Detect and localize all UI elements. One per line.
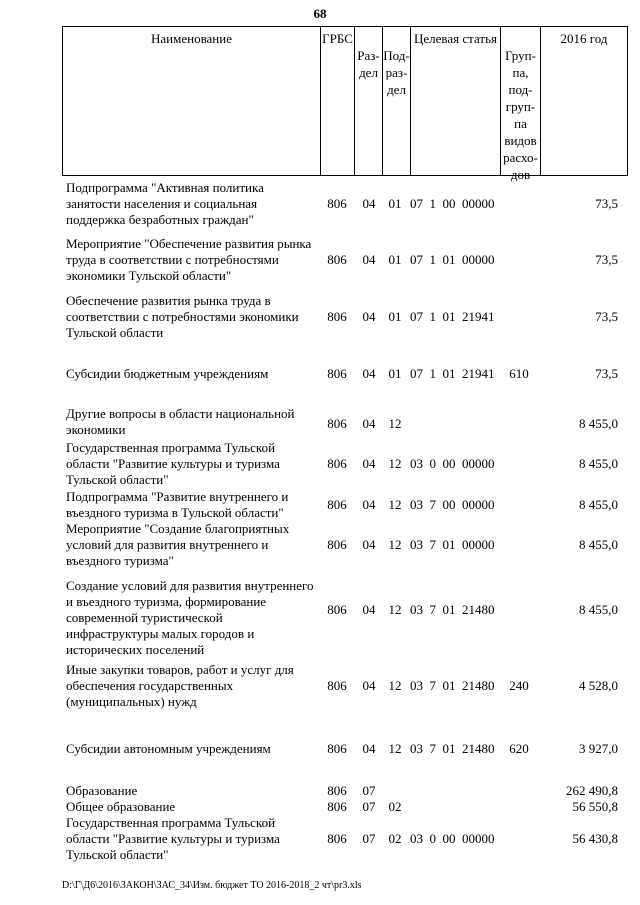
row-podrazdel: 01 [388, 309, 402, 324]
row-name: Образование [66, 783, 138, 798]
header-name: Наименование [63, 27, 321, 175]
row-razdel: 07 [362, 783, 376, 798]
row-razdel: 04 [362, 602, 376, 617]
row-grbs: 806 [327, 309, 347, 324]
row-grbs: 806 [327, 456, 347, 471]
row-podrazdel: 01 [388, 252, 402, 267]
row-name: Субсидии автономным учреждениям [66, 741, 271, 756]
row-razdel: 04 [362, 309, 376, 324]
row-sum: 262 490,8 [566, 783, 618, 798]
row-name: Создание условий для развития внутреннего и въездного туризма, формирование современной туристической инфраструктуры малых городов и исторических поселений [66, 578, 314, 657]
row-razdel: 04 [362, 741, 376, 756]
row-cel-statya: 03 7 01 00000 [410, 537, 495, 552]
row-razdel: 04 [362, 416, 376, 431]
row-sum: 4 528,0 [579, 678, 618, 693]
row-podrazdel: 02 [388, 831, 402, 846]
header-razdel: Раз- дел [355, 27, 383, 175]
row-grbs: 806 [327, 366, 347, 381]
row-sum: 8 455,0 [579, 416, 618, 431]
row-grbs: 806 [327, 537, 347, 552]
page-number: 68 [313, 6, 327, 21]
row-cel-statya: 03 0 00 00000 [410, 456, 495, 471]
row-cel-statya: 07 1 01 21941 [410, 366, 495, 381]
row-cel-statya: 03 0 00 00000 [410, 831, 495, 846]
row-cel-statya: 03 7 01 21480 [410, 741, 495, 756]
row-sum: 8 455,0 [579, 537, 618, 552]
row-razdel: 04 [362, 366, 376, 381]
row-podrazdel: 12 [388, 741, 402, 756]
table-header [62, 26, 628, 182]
row-sum: 8 455,0 [579, 497, 618, 512]
row-sum: 56 550,8 [572, 799, 618, 814]
header-grbs: ГРБС [321, 27, 355, 175]
header-cel-statya: Целевая статья [411, 27, 501, 175]
row-grbs: 806 [327, 196, 347, 211]
row-name: Обеспечение развития рынка труда в соответствии с потребностями экономики Тульской области [66, 293, 299, 340]
row-razdel: 04 [362, 537, 376, 552]
row-gruppa: 240 [509, 678, 529, 693]
row-cel-statya: 07 1 00 00000 [410, 196, 495, 211]
row-grbs: 806 [327, 783, 347, 798]
row-podrazdel: 12 [388, 678, 402, 693]
row-podrazdel: 12 [388, 537, 402, 552]
row-sum: 8 455,0 [579, 456, 618, 471]
row-podrazdel: 01 [388, 196, 402, 211]
row-sum: 3 927,0 [579, 741, 618, 756]
row-sum: 8 455,0 [579, 602, 618, 617]
row-cel-statya: 03 7 01 21480 [410, 678, 495, 693]
row-cel-statya: 07 1 01 21941 [410, 309, 495, 324]
row-name: Иные закупки товаров, работ и услуг для обеспечения государственных (муниципальных) нужд [66, 662, 294, 709]
row-grbs: 806 [327, 602, 347, 617]
row-name: Государственная программа Тульской области "Развитие культуры и туризма Тульской области" [66, 440, 280, 487]
row-gruppa: 610 [509, 366, 529, 381]
row-name: Подпрограмма "Активная политика занятости населения и социальная поддержка безработных граждан" [66, 180, 264, 227]
row-cel-statya: 03 7 00 00000 [410, 497, 495, 512]
row-name: Подпрограмма "Развитие внутреннего и въездного туризма в Тульской области" [66, 489, 289, 520]
row-podrazdel: 12 [388, 456, 402, 471]
footer-file-path: D:\Г\Д6\2016\ЗАКОН\ЗАС_34\Изм. бюджет ТО 2016-2018_2 чт\pr3.xls [62, 880, 362, 891]
row-podrazdel: 12 [388, 497, 402, 512]
row-sum: 73,5 [595, 366, 618, 381]
row-sum: 73,5 [595, 196, 618, 211]
row-razdel: 07 [362, 831, 376, 846]
row-cel-statya: 03 7 01 21480 [410, 602, 495, 617]
row-grbs: 806 [327, 678, 347, 693]
row-name: Мероприятие "Обеспечение развития рынка труда в соответствии с потребностями экономики Тульской области" [66, 236, 312, 283]
row-podrazdel: 02 [388, 799, 402, 814]
row-razdel: 04 [362, 252, 376, 267]
header-gruppa: Груп- па, под- груп- па видов расхо- дов [501, 27, 541, 175]
row-razdel: 04 [362, 497, 376, 512]
row-gruppa: 620 [509, 741, 529, 756]
row-name: Общее образование [66, 799, 176, 814]
row-podrazdel: 12 [388, 602, 402, 617]
row-podrazdel: 01 [388, 366, 402, 381]
row-razdel: 04 [362, 456, 376, 471]
row-sum: 73,5 [595, 252, 618, 267]
row-sum: 73,5 [595, 309, 618, 324]
row-grbs: 806 [327, 252, 347, 267]
row-podrazdel: 12 [388, 416, 402, 431]
row-razdel: 04 [362, 196, 376, 211]
row-sum: 56 430,8 [572, 831, 618, 846]
row-name: Субсидии бюджетным учреждениям [66, 366, 269, 381]
row-cel-statya: 07 1 01 00000 [410, 252, 495, 267]
header-year: 2016 год [560, 31, 608, 46]
row-razdel: 07 [362, 799, 376, 814]
row-name: Мероприятие "Создание благоприятных условий для развития внутреннего и въездного туризма" [66, 521, 290, 568]
row-name: Государственная программа Тульской области "Развитие культуры и туризма Тульской области" [66, 815, 280, 862]
row-grbs: 806 [327, 497, 347, 512]
row-grbs: 806 [327, 831, 347, 846]
row-grbs: 806 [327, 799, 347, 814]
row-grbs: 806 [327, 741, 347, 756]
row-grbs: 806 [327, 416, 347, 431]
row-name: Другие вопросы в области национальной экономики [66, 406, 295, 437]
header-podrazdel: Под- раз- дел [383, 27, 411, 175]
row-razdel: 04 [362, 678, 376, 693]
